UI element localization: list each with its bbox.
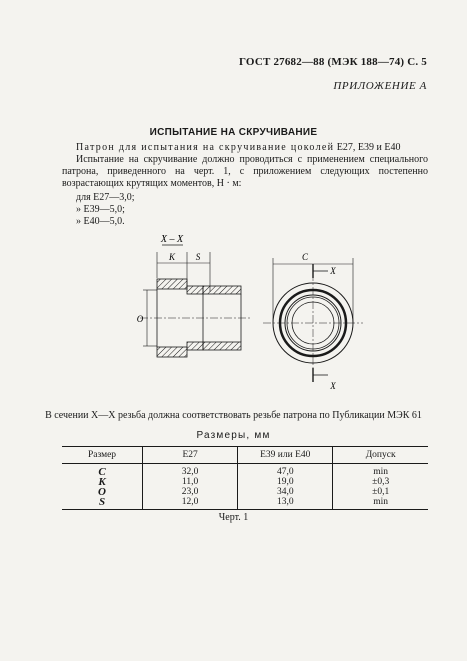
tolerance-value: ±0,3 [333,477,428,487]
standard-header: ГОСТ 27682—88 (МЭК 188—74) С. 5 [239,56,427,68]
table-row [62,497,428,510]
section-title: ИСПЫТАНИЕ НА СКРУЧИВАНИЕ [149,127,318,138]
thread-note: В сечении X—X резьба должна соответствовать резьбе патрона по Публикации МЭК 61 [45,410,422,421]
value-e27: 11,0 [143,477,238,487]
dimensions-table [62,446,428,510]
dim-c-label: C [301,252,309,262]
technical-drawing [100,226,400,396]
cut-marker-bottom: X [330,381,336,391]
figure-caption: Черт. 1 [218,512,249,523]
intro-spaced-text: Патрон для испытания на скручивание цоколей [76,142,335,153]
size-symbol: K [98,476,106,488]
size-symbol: S [62,497,143,510]
value-e39-e40: 19,0 [238,477,333,487]
moment-item-e27: для Е27—3,0; [76,192,135,203]
size-symbol: O [98,486,106,498]
size-symbol: C [98,466,106,478]
tolerance-value: min [333,497,428,510]
moment-item-e39: » Е39—5,0; [76,204,125,215]
section-label: X – X [160,234,184,245]
holder-end-view [263,273,363,373]
table-row [62,487,428,497]
moment-item-e40: » Е40—5,0. [76,216,125,227]
value-e39-e40: 13,0 [238,497,333,510]
tolerance-value: ±0,1 [333,487,428,497]
value-e27: 12,0 [143,497,238,510]
header-tolerance: Допуск [333,447,428,464]
header-e27: Е27 [143,447,238,464]
value-e39-e40: 47,0 [238,464,333,478]
table-row [62,464,428,478]
value-e27: 32,0 [143,464,238,478]
intro-paragraph [62,142,428,154]
header-size: Размер [62,447,143,464]
tolerance-value: min [333,464,428,478]
cut-marker-top: X [330,266,336,276]
value-e27: 23,0 [143,487,238,497]
header-e39-e40: Е39 или Е40 [238,447,333,464]
procedure-paragraph: Испытание на скручивание должно проводиться с применением специального патрона, приведенного на черт. 1, с приложением следующих постепенно возрастающих крутящих моментов, Н · м: [62,154,428,189]
appendix-label: ПРИЛОЖЕНИЕ А [333,80,427,92]
dim-s-label: S [195,252,201,262]
holder-section [140,279,250,357]
sizes-title: Размеры, мм [196,430,271,441]
table-header-row [62,447,428,464]
dim-o-label: O [136,314,144,324]
dim-k-label: K [168,252,176,262]
value-e39-e40: 34,0 [238,487,333,497]
intro-tail-text: Е27, Е39 и Е40 [334,142,401,153]
table-row [62,477,428,487]
